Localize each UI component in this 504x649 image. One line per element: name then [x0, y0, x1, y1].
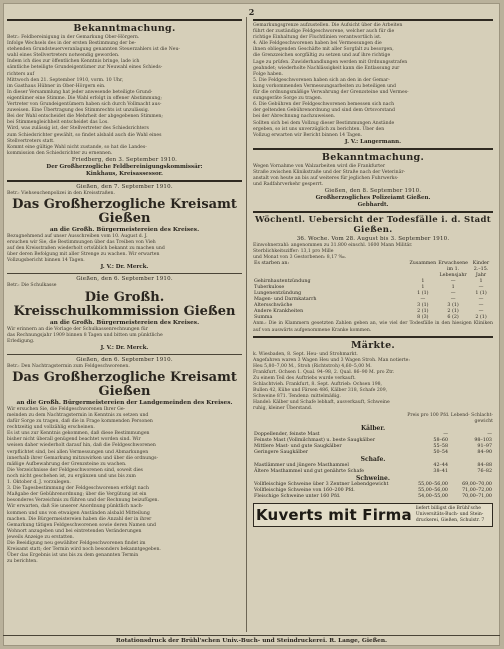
group-sheep: Schafe.: [360, 455, 386, 463]
price-value: 55–58: [433, 443, 448, 449]
price-value: 84–88: [477, 462, 492, 468]
price-value: 55,00–56,00: [418, 481, 448, 487]
b2-head: Das Großherzogliche Kreisamt Gießen: [12, 196, 237, 226]
b1-title: Bekanntmachung.: [73, 23, 176, 34]
b5-body: [253, 164, 493, 188]
table-cell: Gehirnhautentzündung: [254, 279, 311, 285]
table-cell: 2 (1): [417, 309, 429, 315]
table-cell: Lungenentzündung: [254, 291, 302, 297]
text-line: und Radfahrverkehr gesperrt.: [253, 182, 324, 188]
text-line: das Rechnungsjahr 1909 binnen 8 Tagen und bitten um pünktliche: [7, 332, 163, 338]
text-line: zuweisen. Eine Übertragung des Stimmrechts ist unzulässig.: [7, 108, 150, 114]
table-cell: —: [420, 297, 426, 303]
b4-sub: an die Großh. Bürgermeistereien der Landgemeinden des Kreises.: [16, 399, 233, 406]
text-line: Bezugnehmend auf unser Ausschreiben vom 10. August d. J.: [7, 233, 148, 239]
table-cell: Andere Krankheiten: [254, 309, 304, 315]
text-line: 1. Oktober d. J. vorzulegen.: [7, 480, 71, 486]
text-line: Wir erwarten, daß Sie unserer Anordnung pünktlich nach-: [7, 504, 144, 510]
b1-date: Friedberg, den 3. September 1910.: [71, 156, 178, 163]
text-line: Lage zu prüfen. Zuwiderhandlungen werden mit Ordnungsstrafen: [253, 59, 408, 65]
ad-line: liefert billigst die Brühl'sche: [415, 506, 481, 512]
text-line: Wird, was zulässig ist, der Stellvertreter des Schiedsrichters: [7, 126, 149, 132]
col-subhead: 2.–15. Jahr: [473, 267, 489, 279]
table-cell: 8 (3): [417, 315, 429, 321]
price-value: 84–90: [477, 449, 492, 455]
ad-headline: Kuverts mit Firma: [256, 505, 412, 524]
text-line: Angefahren waren 3 Wagen Heu und 3 Wagen Stroh. Man notierte:: [253, 357, 410, 363]
text-line: führt der zuständige Feldgeschworene, welcher auch für die: [253, 29, 395, 35]
rule: [253, 336, 493, 338]
text-line: verpflichtet sind, bei allen Vermessungen und Abmarkungen: [7, 449, 149, 455]
rule: [7, 354, 242, 355]
price-value: 98–103: [474, 437, 492, 443]
b6-meta3: Sterblichkeitsziffer: 13,1 pro Mille: [253, 249, 334, 255]
text-line: Handel: Kälber und Schafe lebhaft, ausverkauft, Schweine: [253, 400, 390, 406]
rule: [7, 273, 242, 274]
text-line: Infolge Wechsels des in der ersten Bestimmung der be-: [7, 41, 137, 47]
text-line: wahl eines Stellvertreters notwendig geworden.: [7, 53, 120, 59]
text-line: sungsgeräte Sorge zu tragen.: [253, 96, 323, 102]
b6-meta2: Einwohnerzahl: angenommen zu 31.800 einschl. 1600 Mann Militär.: [253, 243, 413, 249]
text-line: stehenden Grundsteuerveranlagung genannten Steuerzahlers ist die Neu-: [7, 47, 180, 53]
text-line: mäßige Aufbewahrung der Grenzsteine zu wachen.: [7, 461, 127, 467]
text-line: Über das Ergebnis ist uns bis zu dem genannten Termin: [7, 553, 139, 559]
table-cell: 6 (2): [447, 315, 459, 321]
b4-body: [7, 407, 242, 565]
text-line: machen. Die Bürgermeistereien haben die Anzahl der in ihrer: [7, 516, 152, 522]
table-cell: Tuberkulose: [254, 285, 285, 291]
text-line: Vollzug erwarten wir Bericht binnen 14 Tagen.: [253, 132, 363, 138]
ad-line: Universitäts-Buch- und Stein-: [415, 511, 484, 517]
right-column: [253, 17, 493, 632]
text-line: Betr.: Feldbereinigung in der Gemarkung Ober-Hörgern.: [7, 35, 140, 40]
text-line: über deren Befolgung mit aller Strenge zu wachen. Wir erwarten: [7, 252, 160, 258]
b2-date: Gießen, den 7. September 1910.: [76, 183, 173, 190]
text-line: Wohnort anzugeben und bei eintretenden Veränderungen: [7, 528, 142, 534]
price-item: Feinste Mast (Vollmilchmast) u. beste Saugkälber: [254, 437, 376, 443]
b4-date: Gießen, den 6. September 1910.: [76, 356, 173, 363]
rule: [253, 211, 493, 213]
b4-betr: Betr.: Den Nachtragstermin zum Feldgeschworenen.: [7, 363, 130, 369]
text-line: Mittwoch den 21. September 1910, vorm. 10 Uhr,: [7, 77, 124, 83]
cont-body: [253, 23, 493, 139]
table-cell: 2 (1): [475, 315, 487, 321]
text-line: Die Verzeichnisse der Feldgeschworenen sind, soweit dies: [7, 467, 143, 473]
text-line: Folge haben.: [253, 71, 284, 77]
page-number: 2: [248, 7, 255, 17]
price-value: 71,00–72,00: [462, 487, 492, 493]
price-item: Mastlämmer und jüngere Masthammel: [254, 462, 349, 468]
text-line: 3. Die Tagesbestimmung der Feldgeschworenen erfolgt nach: [7, 486, 149, 492]
text-line: noch nicht geschehen ist, zu ergänzen und uns bis zum: [7, 473, 136, 479]
text-line: der geltenden Gebührenordnung und sind dem Ortsvorstand: [253, 108, 395, 114]
text-line: meinden zu dem Nachtragstermin in Kenntnis zu setzen und: [7, 413, 149, 418]
col-head: Erwachsene: [438, 261, 468, 267]
col-head: Zusammen: [409, 261, 437, 267]
text-line: Bullen 42, Kühe und Färsen 486, Kälber 318, Schafe 209,: [253, 388, 388, 394]
table-cell: 1: [421, 279, 425, 285]
text-line: Heu 5,80–7,00 M., Stroh (Richtstroh) 4,60–5,00 M.: [253, 363, 372, 369]
text-line: jeweils Anzeige zu erstatten.: [7, 534, 75, 540]
table-cell: —: [450, 297, 456, 303]
group-calves: Kälber.: [360, 424, 386, 432]
text-line: Maßgabe der Gebührenordnung; über die Vergütung ist ein: [7, 492, 147, 498]
text-line: rechtzeitig und vollzählig erscheinen.: [7, 425, 95, 431]
text-line: besonderes Verzeichnis zu führen und der Rechnung beizufügen.: [7, 498, 159, 504]
envelope-advertisement: [253, 503, 493, 527]
table-cell: 1: [479, 279, 483, 285]
text-line: bei Stimmengleichheit entscheidet das Los.: [7, 120, 109, 126]
text-line: In dieser Versammlung hat jeder anwesende beteiligte Grund-: [7, 89, 153, 95]
table-cell: 3 (1): [447, 303, 459, 309]
rule: [7, 19, 242, 21]
text-line: Wir erinnern an die Vorlage der Schulkassenrechnungen für: [7, 326, 148, 332]
newspaper-page: [3, 3, 500, 646]
col-head: Es starben an:: [254, 261, 290, 267]
death-table: [253, 261, 493, 321]
b3-date: Gießen, den 6. September 1910.: [76, 276, 173, 283]
text-line: k. Wiesbaden, 8. Sept. Heu- und Strohmarkt.: [253, 351, 358, 357]
text-line: Vollzugsbericht binnen 14 Tagen.: [7, 258, 85, 264]
text-line: anstalt von heute an bis auf weiteres für jeglichen Fuhrwerks-: [253, 175, 399, 181]
text-line: Straße zwischen Klinikstraße und der Straße nach der Veterinär-: [253, 169, 406, 175]
text-line: zum Schiedsrichter gewählt, so findet alsbald auch die Wahl eines: [7, 132, 162, 138]
text-line: innerhalb ihrer Gemarkung mitzuwirken und über die ordnungs-: [7, 455, 159, 461]
text-line: ergeben, so ist uns unverzüglich zu berichten. Über den: [253, 126, 385, 132]
text-line: bisher nicht überall genügend beachtet worden sind. Wir: [7, 437, 141, 443]
b3-head: Die Großh. Kreisschulkommission Gießen: [13, 289, 236, 319]
b6-note: Anm.: Die in Klammern gesetzten Zahlen geben an, wie viel der Todesfälle in den hiesigen Kliniken auf von auswärts aufgenommene Kranke kommen.: [253, 321, 493, 333]
b6-meta1: 36. Woche. Vom 28. August bis 3. September 1910.: [296, 236, 450, 243]
text-line: weisen daher wiederholt darauf hin, daß die Feldgeschworenen: [7, 443, 156, 449]
b3-sub: an die Großh. Bürgermeistereien des Kreises.: [49, 319, 200, 326]
table-cell: 1 (1): [475, 291, 487, 297]
price-value: —: [443, 431, 448, 437]
text-line: die Grenzzeichen sorgfältig zu setzen und auf ihre richtige: [253, 53, 391, 59]
b7-body: [253, 352, 493, 413]
text-line: Frankfurt. Ochsen 1. Qual. 94–98, 2. Qual. 86–90 M. pro Ztr.: [253, 369, 395, 375]
death-table-subheader: [253, 267, 493, 279]
b5-sig1: Großherzogliches Polizeiamt Gießen.: [315, 195, 431, 202]
table-cell: —: [450, 279, 456, 285]
price-item: Mittlere Mast- und gute Saugkälber: [254, 443, 342, 449]
text-line: zu berichten.: [7, 559, 38, 565]
text-line: Gemarkungsgrenze aufzustellen. Die Aufsicht über die Arbeiten: [253, 23, 403, 28]
text-line: richtige Einhaltung der Fluchtlinien verantwortlich ist.: [253, 35, 382, 41]
price-value: 76–82: [477, 468, 492, 474]
cont-sig: J. V.: Langermann.: [344, 138, 402, 145]
text-line: geahndet; wiederholte Nachlässigkeit kann die Entlassung zur: [253, 65, 400, 71]
text-line: bei der Abrechnung nachzuweisen.: [253, 114, 336, 120]
table-cell: 1: [451, 285, 455, 291]
text-line: eigentümer eine Stimme. Die Wahl erfolgt in offener Abstimmung;: [7, 95, 162, 101]
price-item: Vollfleischige Schweine über 3 Zentner Lebendgewicht: [254, 481, 389, 487]
text-line: Zu einem Teil des Auftriebs wurde verkauft.: [253, 376, 356, 381]
b3-sig: J. V.: Dr. Merck.: [100, 344, 149, 351]
text-line: im Gasthaus Hübner in Ober-Hörgern ein.: [7, 83, 106, 89]
text-line: Wegen Vornahme von Walzarbeiten wird die Frankfurter: [253, 163, 386, 169]
b5-title: Bekanntmachung.: [321, 151, 425, 163]
b3-body: [7, 327, 242, 345]
table-cell: Summa: [254, 315, 273, 321]
b1-body: [7, 35, 242, 157]
text-line: Vertreter von Grundeigentümern haben sich durch Vollmacht aus-: [7, 102, 162, 108]
table-cell: —: [478, 309, 484, 315]
price-value: 70,00–71,00: [462, 493, 492, 499]
price-value: —: [487, 431, 492, 437]
price-item: Ältere Masthammel und gut genährte Schafe: [254, 468, 364, 474]
b5-date: Gießen, den 8. September 1910.: [324, 188, 422, 195]
table-cell: 1 (1): [417, 291, 429, 297]
col-subhead: im 1. Lebensjahr: [439, 267, 467, 279]
left-column: [7, 17, 247, 632]
b2-sig: J. V.: Dr. Merck.: [100, 264, 149, 271]
text-line: Wir ersuchen Sie, die Feldgeschworenen Ihrer Ge-: [7, 406, 126, 412]
text-line: 4. Alle Feldgeschworenen haben bei Vermessungen die: [253, 41, 382, 47]
text-line: Kreisamt statt; der Termin wird noch besonders bekanntgegeben.: [7, 547, 161, 553]
b4-head: Das Großherzogliche Kreisamt Gießen: [12, 369, 237, 399]
price-table-calves: [253, 432, 493, 456]
b6-title: Wöchentl. Uebersicht der Todesfälle i. d. Stadt Gießen.: [255, 215, 491, 236]
text-line: für die ordnungsmäßige Verwahrung der Grenzsteine und Vermes-: [253, 90, 409, 96]
b7-title: Märkte.: [350, 339, 396, 351]
price-value: 91–97: [477, 443, 492, 449]
price-table-pigs: [253, 482, 493, 500]
price-value: 58–60: [433, 437, 448, 443]
price-head2: gewicht: [474, 418, 493, 424]
text-line: Erledigung.: [7, 338, 35, 344]
b1-sig2: Kinkhaus, Kreisassessor.: [86, 170, 163, 177]
price-value: 69,00–70,00: [462, 481, 492, 487]
rule: [7, 180, 242, 182]
ad-line: druckerei, Gießen, Schulstr. 7: [415, 517, 485, 523]
rule: [253, 148, 493, 150]
text-line: Gemarkung tätigen Feldgeschworenen sowie deren Namen und: [7, 522, 156, 528]
b2-betr: Betr.: Viehseuchenpolizei in den Kreisstraßen.: [7, 190, 115, 196]
text-line: Indem ich dies zur öffentlichen Kenntnis bringe, lade ich: [7, 59, 140, 65]
text-line: Stellvertreters statt.: [7, 138, 55, 144]
text-line: kung vorkommenden Vermessungsarbeiten zu beteiligen und: [253, 83, 396, 89]
text-line: kommen und uns von etwaigen Anständen alsbald Mitteilung: [7, 510, 150, 516]
table-cell: 3 (1): [417, 303, 429, 309]
price-value: 54,00–55,00: [418, 493, 448, 499]
price-value: 42–44: [433, 462, 448, 468]
price-item: Vollfleischige Schweine von 160–200 Pfd.: [254, 487, 355, 493]
b3-betr: Betr.: Die Schulkasse: [7, 283, 57, 289]
price-table-sheep: [253, 463, 493, 475]
ad-text: [416, 506, 484, 523]
b6-meta4: und Monat von 3 Gestorbenen: 8,17 ‰.: [253, 255, 347, 261]
text-line: auf den Kreisstraßen wiederholt ortsüblich bekannt zu machen und: [7, 246, 165, 252]
text-line: Schlachtvieh. Frankfurt, 8. Sept. Auftrieb: Ochsen 198,: [253, 382, 383, 388]
text-line: 5. Die Feldgeschworenen haben sich an den in der Gemar-: [253, 77, 390, 83]
table-cell: —: [450, 291, 456, 297]
table-cell: —: [478, 303, 484, 309]
printer-imprint: Rotationsdruck der Brühl'schen Univ.-Buch- und Steindruckerei. R. Lange, Gießen.: [3, 635, 500, 644]
b1-sig1: Der Großherzogliche Feldbereinigungskommissär:: [46, 163, 203, 170]
table-cell: Magen- und Darmkatarrh: [254, 297, 317, 303]
text-line: Kommt eine gültige Wahl nicht zustande, so hat die Landes-: [7, 144, 147, 150]
table-cell: 1: [421, 285, 425, 291]
text-line: sämtliche beteiligte Grundeigentümer zur Neuwahl eines Schieds-: [7, 65, 163, 71]
col-head: Kinder: [472, 261, 490, 267]
price-item: Doppellender, feinste Mast: [254, 431, 320, 437]
b5-sig2: Gebhardt.: [357, 202, 389, 209]
price-row: [253, 494, 493, 500]
text-line: Bei der Wahl entscheidet die Mehrheit der abgegebenen Stimmen;: [7, 114, 163, 120]
b2-body: [7, 234, 242, 264]
text-line: ihnen obliegenden Geschäfte mit aller Sorgfalt zu besorgen,: [253, 47, 394, 53]
text-line: Schweine 871. Tendenz: mittelmäßig.: [253, 394, 341, 400]
text-line: Die Beeidigung neu gewählter Feldgeschworenen findet im: [7, 540, 146, 546]
table-cell: —: [478, 297, 484, 303]
b2-sub: an die Großh. Bürgermeistereien des Kreises.: [49, 226, 200, 233]
table-cell: —: [478, 285, 484, 291]
table-cell: 2 (1): [447, 309, 459, 315]
text-line: ruhig, kleiner Überstand.: [253, 406, 313, 412]
price-value: 50–54: [433, 449, 448, 455]
text-line: Es ist uns zur Kenntnis gekommen, daß diese Bestimmungen: [7, 431, 150, 437]
price-value: 38–41: [433, 468, 448, 474]
price-value: 55,00–56,00: [418, 487, 448, 493]
text-line: 6. Die Gebühren der Feldgeschworenen bemessen sich nach: [253, 102, 395, 108]
text-line: ersuchen wir Sie, die Bestimmungen über das Treiben von Vieh: [7, 240, 156, 246]
rule: [253, 19, 493, 21]
price-item: Fleischige Schweine unter 160 Pfd.: [254, 493, 341, 499]
text-line: richters auf: [7, 71, 35, 77]
text-line: kommission den Schiedsrichter zu ernennen.: [7, 150, 113, 156]
table-cell: Altersschwäche: [254, 303, 293, 309]
price-head: Preis pro 100 Pfd. Lebend- Schlacht-: [407, 412, 493, 418]
group-pigs: Schweine.: [356, 474, 390, 482]
text-line: dafür Sorge zu tragen, daß die in Frage kommenden Personen: [7, 419, 153, 425]
text-line: Sollten sich bei dem Vollzug dieser Bestimmungen Anstände: [253, 120, 395, 126]
price-item: Geringere Saugkälber: [254, 449, 308, 455]
